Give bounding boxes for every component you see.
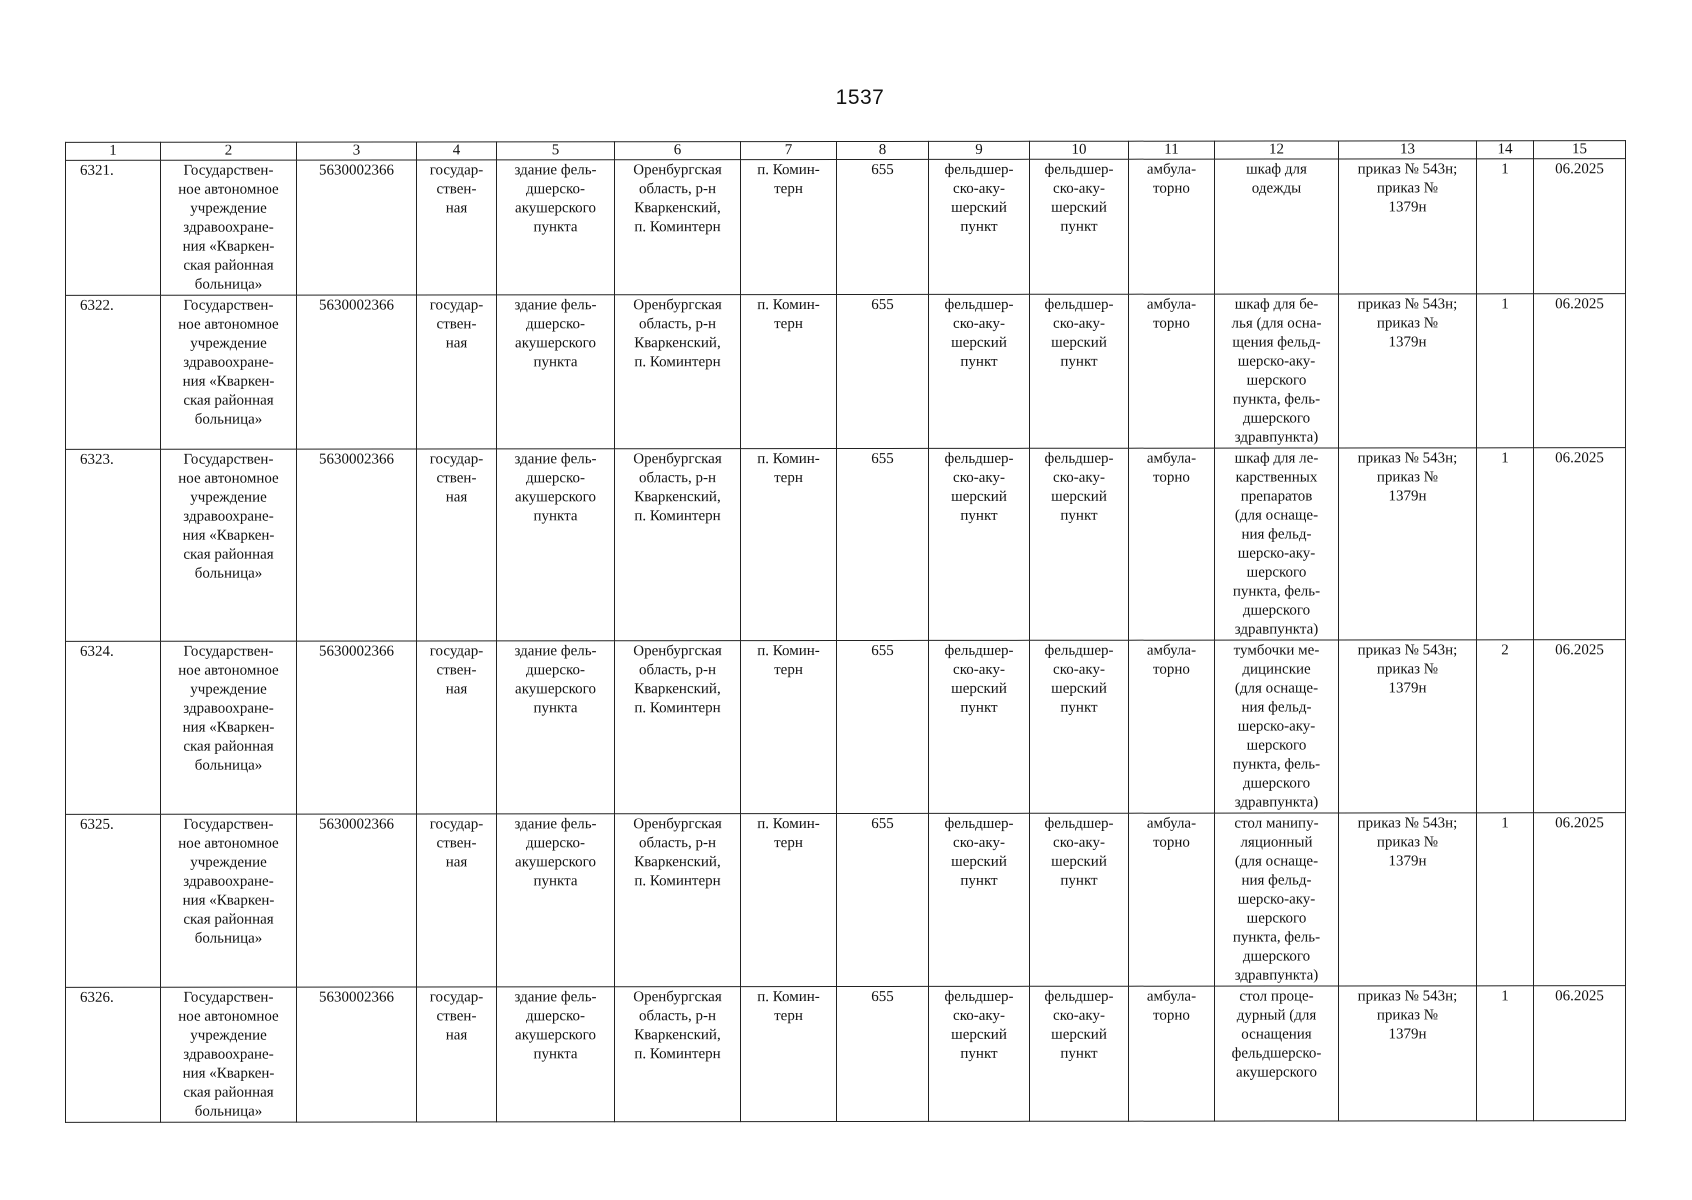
cell-order: приказ № 543н; приказ № 1379н [1339, 294, 1477, 448]
table-row [66, 986, 1626, 1123]
cell-quantity: 1 [1477, 294, 1534, 448]
cell-equipment: шкаф для бе- лья (для осна- щения фельд- шерско-аку- шерского пункта, фель- дшерского здравпункта) [1215, 294, 1339, 448]
cell-locality: п. Комин- терн [741, 160, 837, 295]
cell-number: 6321. [66, 160, 161, 295]
cell-ownership: государ- ствен- ная [417, 449, 497, 641]
cell-organization: Государствен- ное автономное учреждение здравоохране- ния «Кваркен- ская районная больница» [161, 160, 297, 295]
table-row [66, 448, 1626, 642]
cell-equipment: стол проце- дурный (для оснащения фельдшерско- акушерского [1215, 986, 1339, 1121]
cell-unit-type: фельдшер- ско-аку- шерский пункт [929, 986, 1030, 1121]
cell-care-form: амбула- торно [1129, 294, 1215, 448]
cell-date: 06.2025 [1534, 159, 1626, 294]
cell-code: 655 [837, 159, 929, 294]
cell-unit-name: фельдшер- ско-аку- шерский пункт [1030, 159, 1129, 294]
cell-address: Оренбургская область, р-н Кваркенский, п. Коминтерн [615, 987, 741, 1122]
cell-equipment: шкаф для ле- карственных препаратов (для оснаще- ния фельд- шерско-аку- шерского пункта, фель- дшерского здравпункта) [1215, 448, 1339, 640]
cell-ownership: государ- ствен- ная [417, 987, 497, 1122]
cell-address: Оренбургская область, р-н Кваркенский, п. Коминтерн [615, 641, 741, 814]
cell-quantity: 1 [1477, 813, 1534, 986]
cell-inn: 5630002366 [297, 160, 417, 295]
column-header: 9 [929, 141, 1030, 159]
column-header: 11 [1129, 141, 1215, 159]
table-row [66, 159, 1626, 296]
cell-order: приказ № 543н; приказ № 1379н [1339, 986, 1477, 1121]
cell-date: 06.2025 [1534, 640, 1626, 813]
table-row [66, 640, 1626, 815]
table-row [66, 813, 1626, 988]
cell-unit-type: фельдшер- ско-аку- шерский пункт [929, 294, 1030, 448]
cell-locality: п. Комин- терн [741, 641, 837, 814]
cell-equipment: шкаф для одежды [1215, 159, 1339, 294]
cell-number: 6326. [66, 987, 161, 1122]
cell-building: здание фель- дшерско- акушерского пункта [497, 295, 615, 449]
header-row [66, 141, 1626, 161]
cell-organization: Государствен- ное автономное учреждение здравоохране- ния «Кваркен- ская районная больница» [161, 295, 297, 449]
cell-number: 6323. [66, 449, 161, 641]
cell-unit-name: фельдшер- ско-аку- шерский пункт [1030, 986, 1129, 1121]
cell-building: здание фель- дшерско- акушерского пункта [497, 987, 615, 1122]
cell-organization: Государствен- ное автономное учреждение здравоохране- ния «Кваркен- ская районная больница» [161, 987, 297, 1122]
column-header: 1 [66, 142, 161, 160]
column-header: 10 [1030, 141, 1129, 159]
cell-unit-name: фельдшер- ско-аку- шерский пункт [1030, 448, 1129, 640]
cell-organization: Государствен- ное автономное учреждение здравоохране- ния «Кваркен- ская районная больница» [161, 641, 297, 814]
cell-address: Оренбургская область, р-н Кваркенский, п. Коминтерн [615, 295, 741, 449]
column-header: 2 [161, 142, 297, 160]
cell-care-form: амбула- торно [1129, 448, 1215, 640]
cell-code: 655 [837, 448, 929, 640]
cell-building: здание фель- дшерско- акушерского пункта [497, 814, 615, 987]
cell-equipment: тумбочки ме- дицинские (для оснаще- ния фельд- шерско-аку- шерского пункта, фель- дшерского здравпункта) [1215, 640, 1339, 813]
cell-code: 655 [837, 294, 929, 448]
column-header: 8 [837, 141, 929, 159]
cell-ownership: государ- ствен- ная [417, 160, 497, 295]
cell-inn: 5630002366 [297, 449, 417, 641]
cell-code: 655 [837, 813, 929, 986]
cell-unit-type: фельдшер- ско-аку- шерский пункт [929, 640, 1030, 813]
table-row [66, 294, 1626, 450]
cell-ownership: государ- ствен- ная [417, 295, 497, 449]
cell-building: здание фель- дшерско- акушерского пункта [497, 449, 615, 641]
column-header: 5 [497, 142, 615, 160]
cell-inn: 5630002366 [297, 641, 417, 814]
cell-number: 6324. [66, 641, 161, 814]
cell-date: 06.2025 [1534, 294, 1626, 448]
cell-care-form: амбула- торно [1129, 813, 1215, 986]
column-header: 6 [615, 142, 741, 160]
cell-care-form: амбула- торно [1129, 640, 1215, 813]
cell-unit-type: фельдшер- ско-аку- шерский пункт [929, 448, 1030, 640]
cell-order: приказ № 543н; приказ № 1379н [1339, 813, 1477, 986]
cell-order: приказ № 543н; приказ № 1379н [1339, 640, 1477, 813]
cell-unit-name: фельдшер- ско-аку- шерский пункт [1030, 813, 1129, 986]
cell-number: 6325. [66, 814, 161, 987]
cell-code: 655 [837, 640, 929, 813]
cell-address: Оренбургская область, р-н Кваркенский, п. Коминтерн [615, 814, 741, 987]
cell-locality: п. Комин- терн [741, 987, 837, 1122]
cell-building: здание фель- дшерско- акушерского пункта [497, 160, 615, 295]
page-number: 1537 [835, 86, 885, 109]
cell-care-form: амбула- торно [1129, 986, 1215, 1121]
cell-organization: Государствен- ное автономное учреждение здравоохране- ния «Кваркен- ская районная больница» [161, 814, 297, 987]
cell-organization: Государствен- ное автономное учреждение здравоохране- ния «Кваркен- ская районная больница» [161, 449, 297, 641]
cell-inn: 5630002366 [297, 295, 417, 449]
cell-ownership: государ- ствен- ная [417, 641, 497, 814]
cell-locality: п. Комин- терн [741, 295, 837, 449]
column-header: 7 [741, 142, 837, 160]
cell-unit-name: фельдшер- ско-аку- шерский пункт [1030, 294, 1129, 448]
cell-address: Оренбургская область, р-н Кваркенский, п. Коминтерн [615, 449, 741, 641]
cell-date: 06.2025 [1534, 448, 1626, 640]
cell-quantity: 2 [1477, 640, 1534, 813]
cell-unit-type: фельдшер- ско-аку- шерский пункт [929, 159, 1030, 294]
cell-equipment: стол манипу- ляционный (для оснаще- ния фельд- шерско-аку- шерского пункта, фель- дшерского здравпункта) [1215, 813, 1339, 986]
cell-order: приказ № 543н; приказ № 1379н [1339, 159, 1477, 294]
cell-date: 06.2025 [1534, 986, 1626, 1121]
cell-unit-type: фельдшер- ско-аку- шерский пункт [929, 813, 1030, 986]
cell-date: 06.2025 [1534, 813, 1626, 986]
column-header: 4 [417, 142, 497, 160]
cell-quantity: 1 [1477, 159, 1534, 294]
cell-locality: п. Комин- терн [741, 814, 837, 987]
cell-care-form: амбула- торно [1129, 159, 1215, 294]
column-header: 14 [1477, 141, 1534, 159]
column-header: 3 [297, 142, 417, 160]
cell-building: здание фель- дшерско- акушерского пункта [497, 641, 615, 814]
column-header: 12 [1215, 141, 1339, 159]
column-header: 13 [1339, 141, 1477, 159]
column-header: 15 [1534, 141, 1626, 159]
cell-code: 655 [837, 986, 929, 1121]
cell-number: 6322. [66, 295, 161, 449]
cell-quantity: 1 [1477, 448, 1534, 640]
cell-unit-name: фельдшер- ско-аку- шерский пункт [1030, 640, 1129, 813]
cell-locality: п. Комин- терн [741, 449, 837, 641]
cell-inn: 5630002366 [297, 814, 417, 987]
cell-ownership: государ- ствен- ная [417, 814, 497, 987]
cell-quantity: 1 [1477, 986, 1534, 1121]
cell-inn: 5630002366 [297, 987, 417, 1122]
cell-address: Оренбургская область, р-н Кваркенский, п. Коминтерн [615, 160, 741, 295]
cell-order: приказ № 543н; приказ № 1379н [1339, 448, 1477, 640]
registry-table [65, 140, 1626, 1123]
